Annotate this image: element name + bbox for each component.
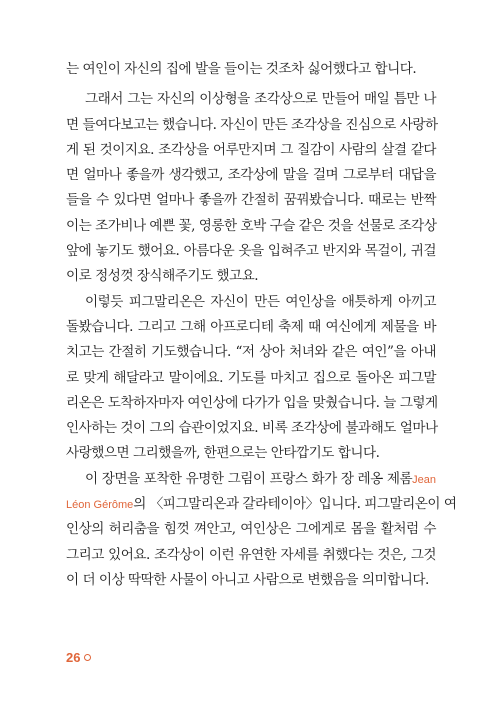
text-line: 그리고 있어요. 조각상이 이런 유연한 자세를 취했다는 것은, 그것 bbox=[66, 546, 436, 563]
text-line: 앞에 놓기도 했어요. 아름다운 옷을 입혀주고 반지와 목걸이, 귀걸 bbox=[66, 243, 436, 260]
text-line: 사랑했으면 그리했을까, 한편으로는 안타깝기도 합니다. bbox=[66, 445, 380, 462]
text-line: 돌봤습니다. 그리고 그해 아프로디테 축제 때 여신에게 제물을 바 bbox=[66, 318, 436, 335]
text-line: 면 얼마나 좋을까 생각했고, 조각상에 말을 걸며 그로부터 대답을 bbox=[66, 167, 436, 184]
artist-name-annotation: Léon Gérôme bbox=[66, 499, 134, 512]
page-number bbox=[66, 650, 91, 665]
text-line: 리온은 도착하자마자 여인상에 다가가 입을 맞췄습니다. 늘 그렇게 bbox=[66, 394, 438, 411]
text-line: 이는 조가비나 예쁜 꽃, 영롱한 호박 구슬 같은 것을 선물로 조각상 bbox=[66, 217, 437, 234]
text-line: 는 여인이 자신의 집에 발을 들이는 것조차 싫어했다고 합니다. bbox=[66, 61, 417, 77]
text-line: 이 더 이상 딱딱한 사물이 아니고 사람으로 변했음을 의미합니다. bbox=[66, 571, 429, 588]
body-text bbox=[66, 57, 457, 593]
text-line: 게 된 것이지요. 조각상을 어루만지며 그 질감이 사람의 살결 같다 bbox=[66, 141, 436, 158]
text-line: 인상의 허리춤을 힘껏 껴안고, 여인상은 그에게로 몸을 활처럼 수 bbox=[66, 521, 436, 538]
text-line: 인사하는 것이 그의 습관이었지요. 비록 조각상에 불과해도 얼마나 bbox=[66, 420, 438, 437]
text-line bbox=[66, 467, 436, 492]
text-line: 면 들여다보고는 했습니다. 자신이 만든 조각상을 진심으로 사랑하 bbox=[66, 116, 438, 133]
text-line: 들을 수 있다면 얼마나 좋을까 간절히 꿈꿔봤습니다. 때로는 반짝 bbox=[66, 192, 436, 209]
text-segment: 의 〈피그말리온과 갈라테이아〉입니다. 피그말리온이 여 bbox=[133, 496, 457, 513]
text-line: 그래서 그는 자신의 이상형을 조각상으로 만들어 매일 틈만 나 bbox=[85, 91, 436, 108]
circle-icon bbox=[84, 654, 91, 661]
text-segment: 이 장면을 포착한 유명한 그림이 프랑스 화가 장 레옹 제롬 bbox=[85, 470, 413, 487]
text-line: 치고는 간절히 기도했습니다. “저 상아 처녀와 같은 여인”을 아내 bbox=[66, 344, 436, 361]
text-line: 이로 정성껏 장식해주기도 했고요. bbox=[66, 268, 259, 285]
page-number-text: 26 bbox=[66, 650, 81, 665]
text-line bbox=[66, 492, 457, 517]
text-line: 이렇듯 피그말리온은 자신이 만든 여인상을 애틋하게 아끼고 bbox=[85, 293, 436, 310]
text-line: 로 맞게 해달라고 말이에요. 기도를 마치고 집으로 돌아온 피그말 bbox=[66, 369, 436, 386]
artist-name-annotation: Jean bbox=[412, 473, 436, 486]
